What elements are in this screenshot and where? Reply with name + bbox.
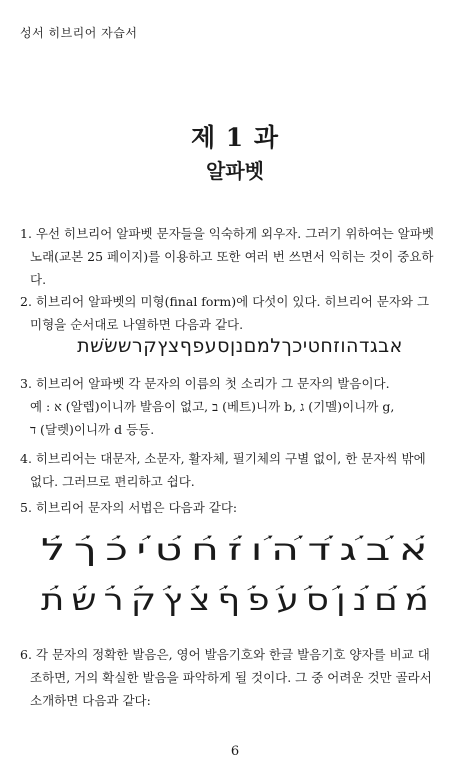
- paragraph-line: ד (달렛)이니까 d 등등.: [30, 422, 155, 437]
- paragraph-5: [20, 496, 452, 519]
- paragraph-line: 6. 각 문자의 정확한 발음은, 영어 발음기호와 한글 발음기호 양자를 비교 대: [20, 647, 430, 662]
- paragraph-3: [20, 372, 452, 441]
- paragraph-4: [20, 447, 452, 493]
- chapter-subtitle: 알파벳: [206, 159, 264, 183]
- running-head: 성서 히브리어 자습서: [20, 26, 138, 40]
- stroke-order-row-2: מםנןסעפףצץקרשת: [41, 583, 436, 618]
- paragraph-line: 노래(교본 25 페이지)를 이용하고 또한 여러 번 쓰면서 익히는 것이 중요하: [30, 249, 434, 264]
- paragraph-line: 4. 히브리어는 대문자, 소문자, 활자체, 필기체의 구별 없이, 한 문자씩 밖에: [20, 451, 426, 466]
- paragraph-line: 없다. 그러므로 편리하고 쉽다.: [30, 474, 195, 489]
- paragraph-6: [20, 643, 452, 712]
- paragraph-line: 조하면, 거의 확실한 발음을 파악하게 될 것이다. 그 중 어려운 것만 골라서: [30, 670, 432, 685]
- paragraph-line: 3. 히브리어 알파벳 각 문자의 이름의 첫 소리가 그 문자의 발음이다.: [20, 376, 390, 391]
- paragraph-line: 2. 히브리어 알파벳의 미형(final form)에 다섯이 있다. 히브리어 문자와 그: [20, 294, 430, 309]
- paragraph-1: [20, 222, 452, 291]
- stroke-order-svg: [26, 528, 446, 628]
- paragraph-line: 다.: [30, 272, 47, 287]
- chapter-title: 제 1 과: [190, 123, 280, 152]
- paragraph-line: 미형을 순서대로 나열하면 다음과 같다.: [30, 317, 244, 332]
- hebrew-alphabet-row: אבגדהוזחטיכךלמםנןסעפףצץקרששׂשׁת: [77, 335, 403, 357]
- stroke-order-row-1: אבגדהוזחטיכךל: [41, 533, 436, 568]
- paragraph-line: 소개하면 다음과 같다:: [30, 693, 151, 708]
- paragraph-line: 1. 우선 히브리어 알파벳 문자들을 익숙하게 외우자. 그러기 위하여는 알파벳: [20, 226, 434, 241]
- stroke-order-illustration: [26, 528, 446, 628]
- paragraph-2: [20, 290, 452, 336]
- page-number: 6: [230, 744, 240, 759]
- paragraph-line: 5. 히브리어 문자의 서법은 다음과 같다:: [20, 500, 238, 515]
- paragraph-line: 예 : א (알렙)이니까 발음이 없고, ב (베트)니까 b, ג (기멜)이니까 g,: [30, 399, 395, 414]
